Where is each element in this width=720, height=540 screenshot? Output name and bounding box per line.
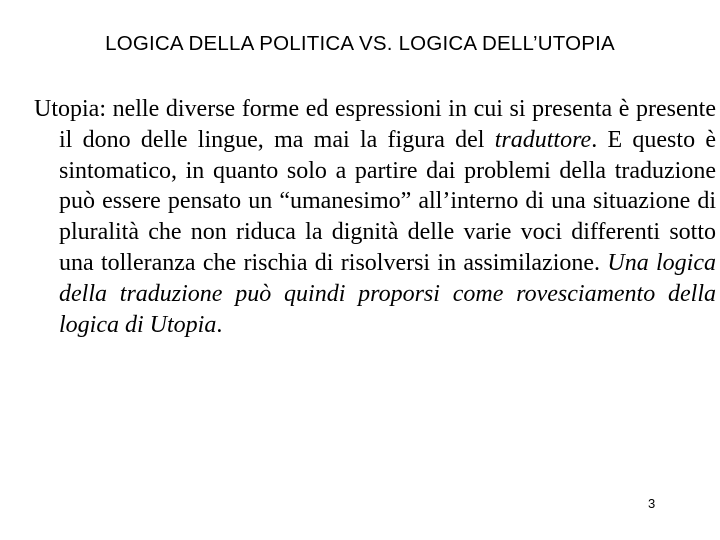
- slide-title: LOGICA DELLA POLITICA VS. LOGICA DELL’UTOPIA: [105, 32, 615, 55]
- body-text-italic-traduttore: traduttore: [494, 126, 592, 153]
- body-text-part1: Utopia: nelle diverse forme ed espressioni in cui si presenta è presente il dono delle lingue, ma mai la figura del: [34, 96, 716, 153]
- page-number: 3: [648, 496, 656, 511]
- body-text-final-period: .: [216, 311, 223, 338]
- body-text-italic-conclusion: Una logica della traduzione può quindi proporsi come rovesciamento della logica di Utopia: [59, 249, 716, 338]
- slide-body-paragraph: [34, 94, 716, 340]
- body-text-part3: . E questo è sintomatico, in quanto solo a partire dai problemi della traduzione può essere pensato un “umanesimo” all’interno di una situazione di pluralità che non riduca la dignità delle varie voci differenti sotto una tolleranza che rischia di risolversi in assimilazione.: [59, 126, 716, 276]
